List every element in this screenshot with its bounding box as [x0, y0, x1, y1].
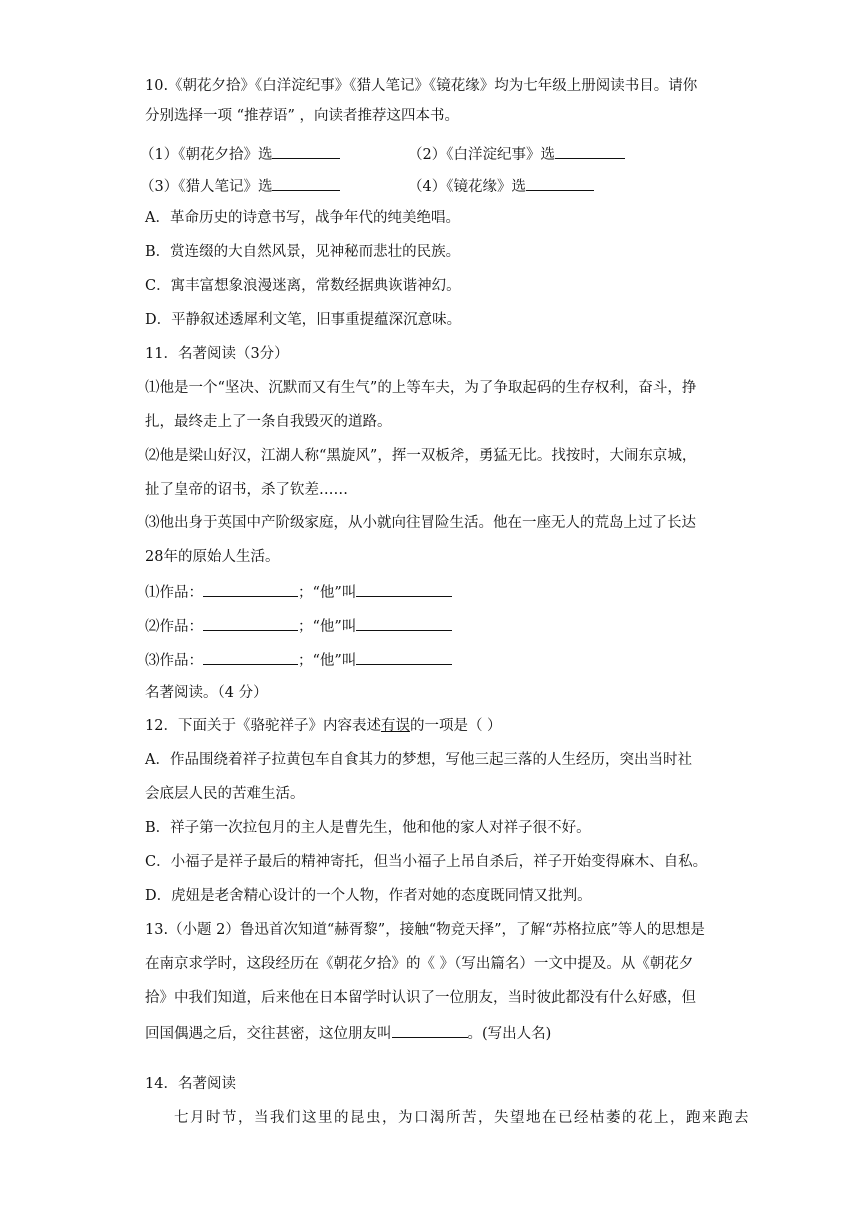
q12-option-d: D．虎妞是老舍精心设计的一个人物，作者对她的态度既同情又批判。 [145, 888, 592, 904]
q13-line-4 [145, 1022, 551, 1044]
q12-stem-underlined: 有误 [380, 718, 410, 734]
q11-fill-2-work-blank[interactable] [203, 615, 298, 631]
q10-sub-1-blank[interactable] [272, 143, 340, 159]
q12-option-b: B．祥子第一次拉包月的主人是曹先生，他和他的家人对祥子很不好。 [145, 820, 591, 836]
q12-stem-pre: 12．下面关于《骆驼祥子》内容表述 [145, 718, 381, 734]
q11-fill-1 [145, 581, 452, 603]
q10-sub-1 [140, 143, 340, 165]
q10-sub-2 [408, 143, 625, 165]
q10-sub-4 [408, 175, 594, 197]
q10-sub-3-blank[interactable] [272, 175, 340, 191]
q10-option-d: D．平静叙述透犀利文笔，旧事重提蕴深沉意味。 [145, 312, 462, 328]
q11-fill-3 [145, 649, 452, 671]
q11-fill-2 [145, 615, 452, 637]
q11-title: 11．名著阅读（3分） [145, 346, 289, 362]
q11-para-2a: ⑵他是梁山好汉，江湖人称“黑旋风”，挥一双板斧，勇猛无比。找按时，大闹东京城， [145, 448, 697, 464]
q11-fill-3-sep: ；“他”叫 [298, 653, 357, 669]
q10-option-c: C．寓丰富想象浪漫迷离，常数经据典诙谐神幻。 [145, 278, 461, 294]
q14-passage: 七月时节，当我们这里的昆虫，为口渴所苦，失望地在已经枯萎的花上，跑来跑去 [174, 1110, 750, 1126]
q13-name-blank[interactable] [392, 1022, 468, 1038]
q11-para-1a: ⑴他是一个“坚决、沉默而又有生气”的上等车夫，为了争取起码的生存权利，奋斗，挣 [145, 380, 697, 396]
q11-fill-1-name-blank[interactable] [356, 581, 452, 597]
q11-fill-1-work-blank[interactable] [203, 581, 298, 597]
section-title: 名著阅读。（4 分） [145, 685, 268, 701]
q10-sub-1-label: （1）《朝花夕拾》选 [140, 147, 273, 163]
q11-para-1b: 扎，最终走上了一条自我毁灭的道路。 [145, 414, 392, 430]
q14-title: 14．名著阅读 [145, 1076, 236, 1092]
q11-fill-2-sep: ；“他”叫 [298, 619, 357, 635]
q10-sub-4-label: （4）《镜花缘》选 [408, 179, 526, 195]
q13-line-2: 在南京求学时，这段经历在《朝花夕拾》的《 》（写出篇名）一文中提及。从《朝花夕 [145, 956, 694, 972]
q10-sub-3 [140, 175, 340, 197]
q10-line-2: 分别选择一项 “推荐语” ，向读者推荐这四本书。 [145, 108, 460, 124]
q11-fill-2-label: ⑵作品： [145, 619, 203, 635]
q11-para-3a: ⑶他出身于英国中产阶级家庭，从小就向往冒险生活。他在一座无人的荒岛上过了长达 [145, 515, 696, 531]
q11-para-3b: 28年的原始人生活。 [145, 549, 280, 565]
q12-stem [145, 716, 502, 736]
q13-line-4-post: 。(写出人名) [467, 1026, 552, 1042]
q12-option-c: C．小福子是祥子最后的精神寄托，但当小福子上吊自杀后，祥子开始变得麻木、自私。 [145, 854, 708, 870]
q10-sub-4-blank[interactable] [526, 175, 594, 191]
q10-option-b: B．赏连缀的大自然风景，见神秘而悲壮的民族。 [145, 244, 461, 260]
q10-option-a: A．革命历史的诗意书写，战争年代的纯美绝唱。 [145, 210, 460, 226]
q10-sub-2-blank[interactable] [555, 143, 625, 159]
q13-line-4-pre: 回国偶遇之后，交往甚密，这位朋友叫 [145, 1026, 392, 1042]
q11-fill-1-label: ⑴作品： [145, 585, 203, 601]
q11-fill-3-work-blank[interactable] [203, 649, 298, 665]
q11-fill-1-sep: ；“他”叫 [298, 585, 357, 601]
q12-option-a-1: A．作品围绕着祥子拉黄包车自食其力的梦想，写他三起三落的人生经历，突出当时社 [145, 752, 692, 768]
q10-sub-3-label: （3）《猎人笔记》选 [140, 179, 273, 195]
q12-option-a-2: 会底层人民的苦难生活。 [145, 786, 305, 802]
q11-fill-3-label: ⑶作品： [145, 653, 203, 669]
q11-fill-3-name-blank[interactable] [356, 649, 452, 665]
q12-stem-post: 的一项是（ ） [409, 718, 502, 734]
q10-line-1: 10.《朝花夕拾》《白洋淀纪事》《猎人笔记》《镜花缘》均为七年级上册阅读书目。请你 [145, 78, 698, 94]
q13-line-3: 拾》中我们知道，后来他在日本留学时认识了一位朋友，当时彼此都没有什么好感，但 [145, 990, 696, 1006]
q11-para-2b: 扯了皇帝的诏书，杀了钦差…… [145, 482, 348, 498]
q13-line-1: 13.（小题 2）鲁迅首次知道“赫胥黎”，接触“物竞天择”，了解“苏格拉底”等人的思想是 [145, 922, 705, 938]
q11-fill-2-name-blank[interactable] [356, 615, 452, 631]
q10-sub-2-label: （2）《白洋淀纪事》选 [408, 147, 555, 163]
